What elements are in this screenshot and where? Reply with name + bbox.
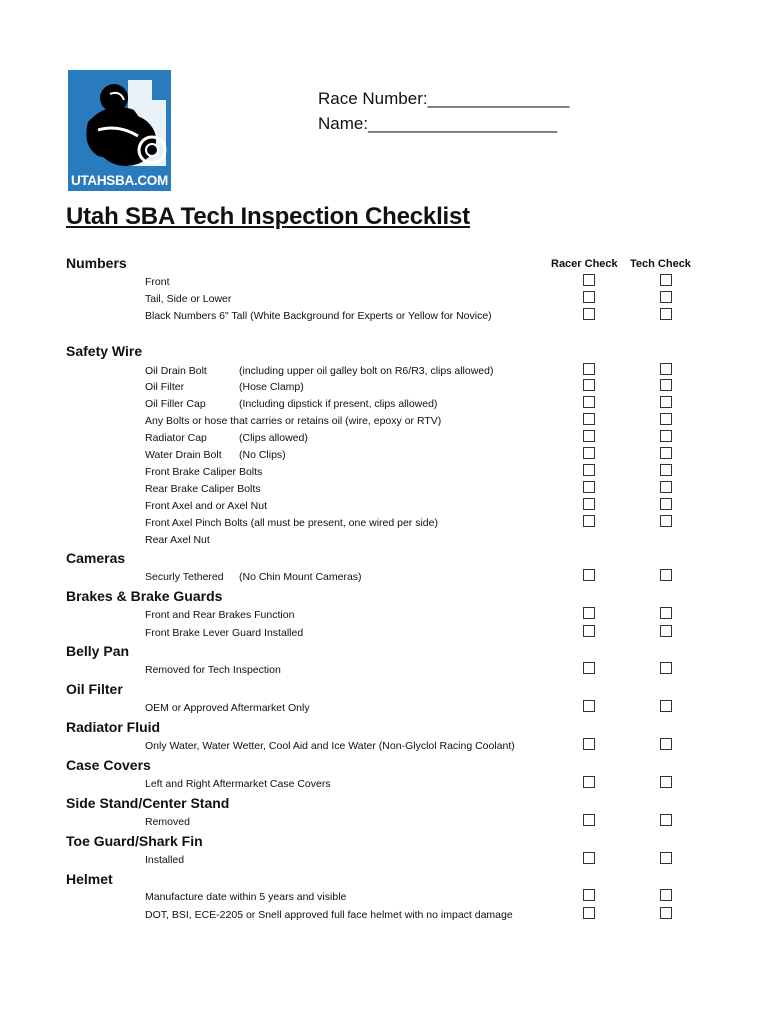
checklist-item bbox=[145, 466, 262, 478]
checklist-item bbox=[145, 534, 210, 546]
item-label: Oil Filter bbox=[145, 381, 185, 393]
checklist-item bbox=[145, 365, 494, 377]
item-label: Manufacture date within 5 years and visible bbox=[145, 891, 347, 903]
checklist-item bbox=[145, 517, 438, 529]
section-heading: Oil Filter bbox=[66, 681, 123, 697]
checklist-item bbox=[145, 415, 441, 427]
tech-checkbox[interactable] bbox=[660, 447, 672, 459]
checklist-item bbox=[145, 500, 267, 512]
checklist-item bbox=[145, 276, 170, 288]
checklist-item bbox=[145, 778, 331, 790]
tech-checkbox[interactable] bbox=[660, 379, 672, 391]
item-label: Front Brake Caliper Bolts bbox=[145, 466, 263, 478]
racer-checkbox[interactable] bbox=[583, 447, 595, 459]
racer-checkbox[interactable] bbox=[583, 274, 595, 286]
section-heading: Belly Pan bbox=[66, 643, 130, 659]
tech-checkbox[interactable] bbox=[660, 889, 672, 901]
tech-checkbox[interactable] bbox=[660, 569, 672, 581]
tech-checkbox[interactable] bbox=[660, 481, 672, 493]
racer-checkbox[interactable] bbox=[583, 907, 595, 919]
checklist-item bbox=[145, 909, 513, 921]
checklist-item bbox=[145, 854, 184, 866]
racer-checkbox[interactable] bbox=[583, 738, 595, 750]
tech-checkbox[interactable] bbox=[660, 363, 672, 375]
tech-checkbox[interactable] bbox=[660, 776, 672, 788]
item-label: Oil Drain Bolt bbox=[145, 365, 207, 377]
section-heading: Brakes & Brake Guards bbox=[66, 588, 223, 604]
checklist-item bbox=[145, 740, 515, 752]
racer-checkbox[interactable] bbox=[583, 379, 595, 391]
tech-checkbox[interactable] bbox=[660, 430, 672, 442]
checklist-item bbox=[145, 664, 281, 676]
section-heading: Radiator Fluid bbox=[66, 719, 161, 735]
tech-checkbox[interactable] bbox=[660, 515, 672, 527]
item-label: Securly Tethered bbox=[145, 571, 224, 583]
checklist-item bbox=[145, 432, 308, 444]
item-label: Water Drain Bolt bbox=[145, 449, 222, 461]
tech-checkbox[interactable] bbox=[660, 308, 672, 320]
section-heading: Cameras bbox=[66, 550, 126, 566]
item-label: Removed for Tech Inspection bbox=[145, 664, 281, 676]
racer-checkbox[interactable] bbox=[583, 396, 595, 408]
racer-checkbox[interactable] bbox=[583, 464, 595, 476]
tech-checkbox[interactable] bbox=[660, 413, 672, 425]
item-label: Radiator Cap bbox=[145, 432, 207, 444]
checklist-item bbox=[145, 293, 231, 305]
item-note: (Clips allowed) bbox=[239, 432, 308, 444]
checklist-item bbox=[145, 381, 304, 393]
checklist-item bbox=[145, 609, 294, 621]
item-label: Only Water, Water Wetter, Cool Aid and Ice Water (Non-Glyclol Racing Coolant) bbox=[145, 740, 515, 752]
tech-check-header: Tech Check bbox=[630, 258, 691, 270]
item-label: Front bbox=[145, 276, 170, 288]
checklist-item bbox=[145, 483, 261, 495]
item-label: Left and Right Aftermarket Case Covers bbox=[145, 778, 331, 790]
tech-checkbox[interactable] bbox=[660, 625, 672, 637]
racer-checkbox[interactable] bbox=[583, 481, 595, 493]
racer-checkbox[interactable] bbox=[583, 363, 595, 375]
checklist-item bbox=[145, 398, 438, 410]
tech-checkbox[interactable] bbox=[660, 738, 672, 750]
item-note: (Including dipstick if present, clips allowed) bbox=[239, 398, 438, 410]
item-label: Rear Brake Caliper Bolts bbox=[145, 483, 261, 495]
page-title: Utah SBA Tech Inspection Checklist bbox=[66, 203, 470, 230]
checklist-item bbox=[145, 449, 286, 461]
racer-checkbox[interactable] bbox=[583, 889, 595, 901]
checklist-item bbox=[145, 627, 303, 639]
racer-checkbox[interactable] bbox=[583, 308, 595, 320]
checklist-item bbox=[145, 571, 362, 583]
item-note: (No Chin Mount Cameras) bbox=[239, 571, 362, 583]
racer-checkbox[interactable] bbox=[583, 625, 595, 637]
item-note: (including upper oil galley bolt on R6/R3, clips allowed) bbox=[239, 365, 494, 377]
item-label: Installed bbox=[145, 854, 185, 866]
section-heading: Toe Guard/Shark Fin bbox=[66, 833, 203, 849]
checklist-item bbox=[145, 310, 492, 322]
racer-checkbox[interactable] bbox=[583, 515, 595, 527]
name-field[interactable]: Name:____________________ bbox=[318, 114, 558, 133]
item-label: Front Axel Pinch Bolts (all must be present, one wired per side) bbox=[145, 517, 438, 529]
racer-checkbox[interactable] bbox=[583, 569, 595, 581]
tech-checkbox[interactable] bbox=[660, 607, 672, 619]
tech-checkbox[interactable] bbox=[660, 291, 672, 303]
item-label: Front Axel and or Axel Nut bbox=[145, 500, 267, 512]
racer-checkbox[interactable] bbox=[583, 852, 595, 864]
tech-checkbox[interactable] bbox=[660, 700, 672, 712]
racer-checkbox[interactable] bbox=[583, 430, 595, 442]
tech-checkbox[interactable] bbox=[660, 464, 672, 476]
racer-checkbox[interactable] bbox=[583, 413, 595, 425]
item-note: (Hose Clamp) bbox=[239, 381, 304, 393]
racer-checkbox[interactable] bbox=[583, 607, 595, 619]
section-heading: Helmet bbox=[66, 871, 113, 887]
item-label: Front Brake Lever Guard Installed bbox=[145, 627, 304, 639]
tech-checkbox[interactable] bbox=[660, 396, 672, 408]
section-heading: Case Covers bbox=[66, 757, 151, 773]
item-label: DOT, BSI, ECE-2205 or Snell approved full face helmet with no impact damage bbox=[145, 909, 513, 921]
item-label: Removed bbox=[145, 816, 190, 828]
tech-checkbox[interactable] bbox=[660, 274, 672, 286]
item-note: (No Clips) bbox=[239, 449, 286, 461]
item-label: Any Bolts or hose that carries or retains oil (wire, epoxy or RTV) bbox=[145, 415, 442, 427]
tech-checkbox[interactable] bbox=[660, 814, 672, 826]
tech-checkbox[interactable] bbox=[660, 498, 672, 510]
utahsba-logo bbox=[68, 70, 171, 191]
race-number-field[interactable]: Race Number:_______________ bbox=[318, 89, 570, 108]
logo-text: UTAHSBA.COM bbox=[71, 173, 168, 188]
racer-checkbox[interactable] bbox=[583, 776, 595, 788]
item-label: OEM or Approved Aftermarket Only bbox=[145, 702, 310, 714]
checklist-item bbox=[145, 702, 310, 714]
item-label: Tail, Side or Lower bbox=[145, 293, 232, 305]
checklist-item bbox=[145, 891, 346, 903]
tech-checkbox[interactable] bbox=[660, 662, 672, 674]
item-label: Oil Filler Cap bbox=[145, 398, 206, 410]
item-label: Black Numbers 6" Tall (White Background for Experts or Yellow for Novice) bbox=[145, 310, 492, 322]
checklist-item bbox=[145, 816, 190, 828]
section-heading: Safety Wire bbox=[66, 343, 143, 359]
racer-checkbox[interactable] bbox=[583, 662, 595, 674]
tech-checkbox[interactable] bbox=[660, 907, 672, 919]
racer-checkbox[interactable] bbox=[583, 291, 595, 303]
section-heading: Side Stand/Center Stand bbox=[66, 795, 230, 811]
item-label: Front and Rear Brakes Function bbox=[145, 609, 295, 621]
racer-checkbox[interactable] bbox=[583, 700, 595, 712]
racer-checkbox[interactable] bbox=[583, 498, 595, 510]
section-heading: Numbers bbox=[66, 255, 127, 271]
tech-checkbox[interactable] bbox=[660, 852, 672, 864]
racer-check-header: Racer Check bbox=[551, 258, 618, 270]
item-label: Rear Axel Nut bbox=[145, 534, 210, 546]
racer-checkbox[interactable] bbox=[583, 814, 595, 826]
